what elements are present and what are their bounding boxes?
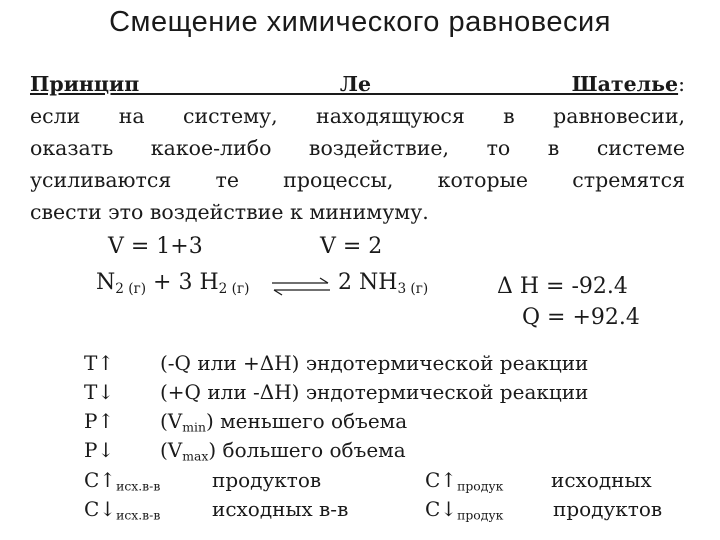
conc-symbol <box>84 468 160 493</box>
principle-line-2: если на систему, находящуюся в равновесии, <box>30 104 685 128</box>
principle-line-4: усиливаются те процессы, которые стремятся <box>30 168 685 192</box>
rule-symbol: T↓ <box>84 380 115 404</box>
conc-subscript: продук <box>457 478 504 494</box>
conc-symbol-text: C↑ <box>425 468 458 492</box>
nh3-subscript: 3 (г) <box>397 280 429 297</box>
h2-term: + 3 H <box>146 270 219 295</box>
rule-text <box>160 438 406 463</box>
principle-colon: : <box>678 72 685 96</box>
q-value: Q = +92.4 <box>522 305 640 330</box>
v-left: V = 1+3 <box>108 234 203 259</box>
delta-h: Δ H = -92.4 <box>497 274 628 299</box>
conc-symbol-text: C↑ <box>84 468 117 492</box>
principle-line-3: оказать какое-либо воздействие, то в системе <box>30 136 685 160</box>
conc-symbol-text: C↓ <box>84 497 117 521</box>
rule-symbol: T↑ <box>84 351 115 375</box>
products <box>338 270 428 297</box>
rule-text-post: ) меньшего объема <box>205 409 408 433</box>
conc-subscript: исх.в-в <box>116 478 161 494</box>
rule-text-pre: (V <box>160 438 183 462</box>
v-max-subscript: max <box>182 448 209 464</box>
h2-subscript: 2 (г) <box>218 280 250 297</box>
conc-result-2: продуктов <box>553 497 663 521</box>
nh3-symbol: 2 NH <box>338 270 398 295</box>
equilibrium-arrow-icon <box>270 276 332 296</box>
rule-text: (-Q или +ΔH) эндотермической реакции <box>160 351 589 375</box>
reactants <box>96 270 249 297</box>
conc-result-2: исходных <box>551 468 652 492</box>
conc-symbol-text: C↓ <box>425 497 458 521</box>
conc-symbol-2 <box>425 468 503 493</box>
v-right: V = 2 <box>320 234 383 259</box>
rule-text: (+Q или -ΔH) эндотермической реакции <box>160 380 589 404</box>
conc-result: продуктов <box>212 468 322 492</box>
principle-line-5: свести это воздействие к минимуму. <box>30 200 429 224</box>
principle-line-1 <box>30 68 685 100</box>
rule-symbol: P↑ <box>84 409 115 433</box>
rule-text <box>160 409 407 434</box>
rule-text-post: ) большего объема <box>208 438 406 462</box>
principle-heading: Принцип Ле Шателье <box>30 72 679 96</box>
rule-text-pre: (V <box>160 409 183 433</box>
conc-symbol-2 <box>425 497 503 522</box>
n2-subscript: 2 (г) <box>115 280 147 297</box>
slide-title: Смещение химического равновесия <box>109 6 611 38</box>
conc-subscript: продук <box>457 507 504 523</box>
v-min-subscript: min <box>182 419 206 435</box>
rule-symbol: P↓ <box>84 438 115 462</box>
principle-paragraph <box>30 68 685 228</box>
conc-result: исходных в-в <box>212 497 349 521</box>
conc-subscript: исх.в-в <box>116 507 161 523</box>
conc-symbol <box>84 497 160 522</box>
n2-symbol: N <box>96 270 116 295</box>
